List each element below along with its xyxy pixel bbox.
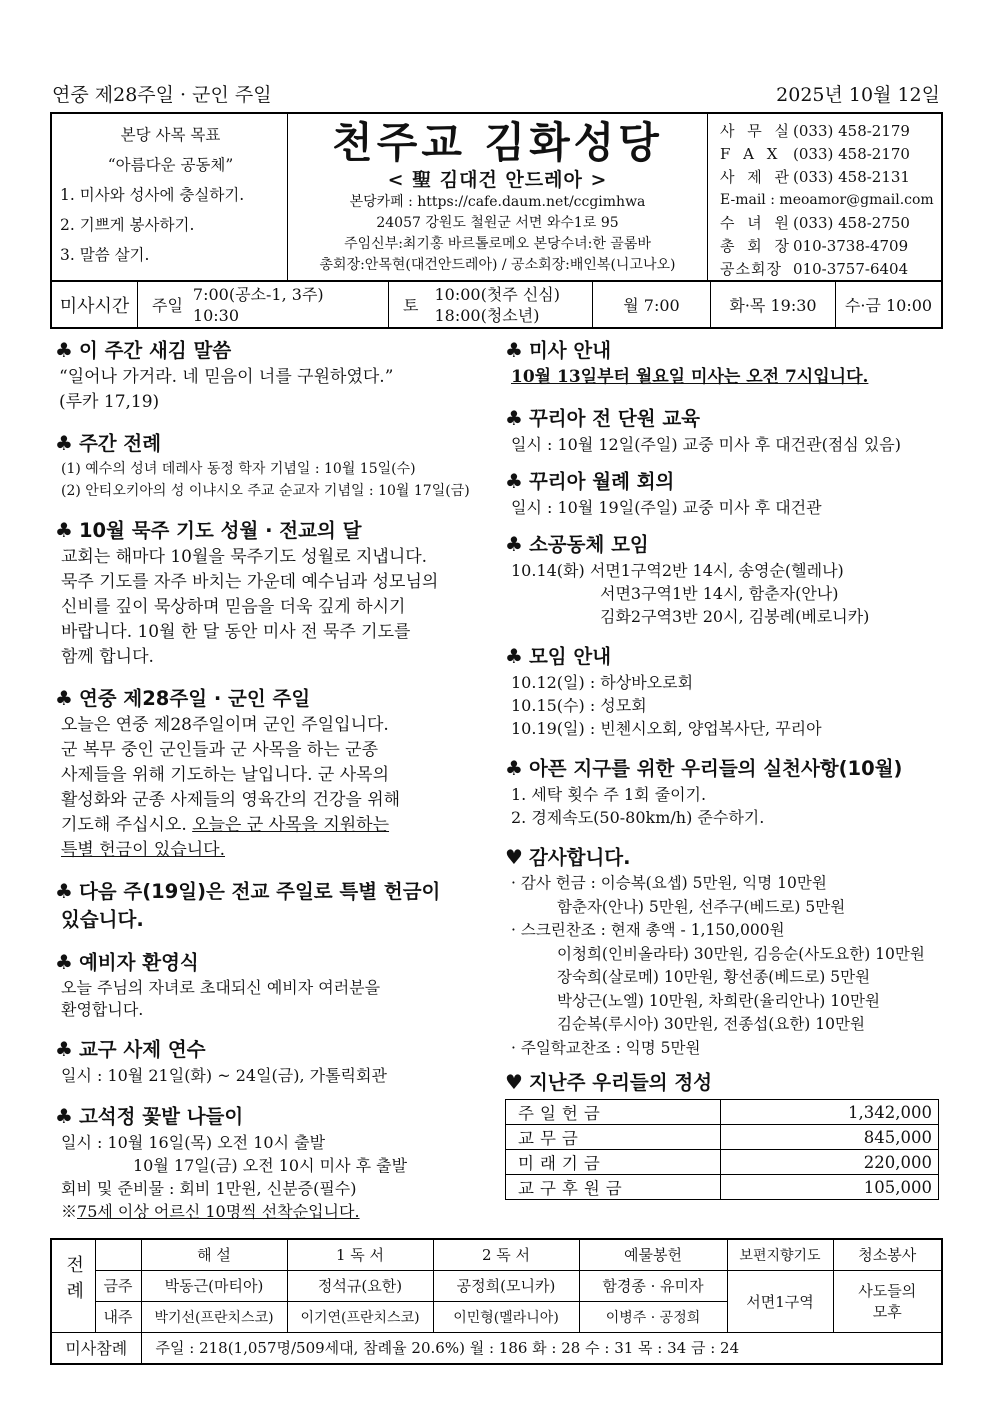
small-community: ♣ 소공동체 모임 10.14(화) 서면1구역2반 14시, 송영순(헬레나) 서면3구역1반 14시, 함춘자(안나) 김화2구역3반 20시, 김봉례(베로니카) [505,530,940,628]
table-row: 금주 박동근(마티아) 정석규(요한) 공정희(모니카) 함경종 · 유미자 서면1구역 사도들의 모후 [51,1270,942,1301]
table-row: 내주 박기선(프란치스코) 이기연(프란치스코) 이민형(멜라니아) 이병주 · 공정희 [51,1301,942,1332]
mass-notice: ♣ 미사 안내 10월 13일부터 월요일 미사는 오전 7시입니다. [505,336,940,390]
curia-education: ♣ 꾸리아 전 단원 교육 일시 : 10월 12일(주일) 교중 미사 후 대건관(점심 있음) [505,404,940,457]
contact-office: 사 무 실(033) 458-2179 [720,122,910,140]
mass-wed-fri: 수·금 10:00 [844,296,933,315]
goal-motto: “아름다운 공동체” [107,156,234,174]
liturgy-label: 전례 [51,1239,95,1332]
header-box [50,112,943,282]
section-title: ♥ 감사합니다. [505,845,631,869]
section-title: ♣ 10월 묵주 기도 성월 · 전교의 달 [55,518,362,542]
last-week-offering [505,1068,940,1200]
military-sunday: ♣ 연중 제28주일 · 군인 주일 오늘은 연중 제28주일이며 군인 주일입니다. 군 복무 중인 군인들과 군 사목을 하는 군종 사제들을 위해 기도하는 날입니다. 군 사목의 활성화와 군종 사제들의 영육간의 건강을 위해 기도해 주십시오. 오늘은 군 사목을 지원하는 특별 헌금이 있습니다. [55,684,487,863]
table-row: 교무금 845,000 [506,1125,939,1150]
goal-item: 1. 미사와 성사에 충실하기. [60,186,245,204]
weekly-liturgy: ♣ 주간 전례 (1) 예수의 성녀 데레사 동정 학자 기념일 : 10월 15일(수) (2) 안티오키아의 성 이냐시오 주교 순교자 기념일 : 10월 17일(금) [55,429,487,502]
section-title: ♣ 소공동체 모임 [505,532,649,556]
mass-sunday: 주일 7:00(공소-1, 3주) 10:30 [138,282,389,327]
cafe-link[interactable]: 본당카페 : https://cafe.daum.net/ccgimhwa [349,194,646,210]
table-row: 주일헌금 1,342,000 [506,1100,939,1125]
liturgy-week: 연중 제28주일 · 군인 주일 [52,84,272,106]
table-row: 미래기금 220,000 [506,1150,939,1175]
section-title: ♣ 미사 안내 [505,338,612,362]
mass-times-bar [50,282,943,329]
club-icon: ♣ [55,1104,73,1128]
issue-date: 2025년 10월 12일 [776,84,940,106]
meeting-notice: ♣ 모임 안내 10.12(일) : 하상바오로회 10.15(수) : 성모회 10.19(일) : 빈첸시오회, 양업복사단, 꾸리아 [505,642,940,740]
contact-mission-president: 공소회장 010-3757-6404 [720,260,909,278]
mission-sunday: ♣ 다음 주(19일)은 전교 주일로 특별 헌금이 있습니다. [55,877,487,934]
section-title: ♣ 모임 안내 [505,644,612,668]
heart-icon: ♥ [505,1070,523,1094]
club-icon: ♣ [505,469,523,493]
contact-rectory: 사 제 관(033) 458-2131 [720,168,910,186]
offering-table [505,1099,939,1200]
left-column [55,336,487,1237]
club-icon: ♣ [505,644,523,668]
liturgy-roster-table [50,1238,943,1365]
contact-email[interactable]: E-mail : meoamor@gmail.com [720,192,934,208]
council-info: 총회장:안목현(대건안드레아) / 공소회장:배인복(니고나오) [319,257,676,273]
heart-icon: ♥ [505,845,523,869]
parish-goals [52,114,288,280]
earth-practice: ♣ 아픈 지구를 위한 우리들의 실천사항(10월) 1. 세탁 횟수 주 1회 줄이기. 2. 경제속도(50-80km/h) 준수하기. [505,754,940,829]
top-line [52,80,940,107]
catechumen-welcome: ♣ 예비자 환영식 오늘 주님의 자녀로 초대되신 예비자 여러분을 환영합니다. [55,948,487,1021]
contacts [708,114,941,280]
club-icon: ♣ [55,1037,73,1061]
goal-title: 본당 사목 목표 [120,126,221,144]
section-title: ♣ 연중 제28주일 · 군인 주일 [55,686,311,710]
right-column [505,336,940,1214]
contact-president: 총 회 장010-3738-4709 [720,237,909,255]
parish-address: 24057 강원도 철원군 서면 와수1로 95 [376,215,619,231]
thanks: ♥ 감사합니다. · 감사 헌금 : 이승복(요셉) 5만원, 익명 10만원 함춘자(안나) 5만원, 선주구(베드로) 5만원 · 스크린찬조 : 현재 총액 - 1,150,000원 이청희(인비올라타) 30만원, 김응순(사도요한) 10만원 장숙희(살로메) 10만원, 황선종(베드로) 5만원 박상근(노엘) 10만원, 차희란(율리안나) 10만원 김순복(루시아) 30만원, 전종섭(요한) 10만원 · 주일학교찬조 : 익명 5만원 [505,843,940,1060]
contact-fax: F A X (033) 458-2170 [720,145,910,163]
table-row: 교구후원금 105,000 [506,1175,939,1200]
club-icon: ♣ [55,338,73,362]
goal-item: 2. 기쁘게 봉사하기. [60,216,195,234]
section-title: ♣ 꾸리아 전 단원 교육 [505,406,701,430]
priest-training: ♣ 교구 사제 연수 일시 : 10월 21일(화) ~ 24일(금), 가톨릭회관 [55,1035,487,1088]
flower-outing: ♣ 고석정 꽃밭 나들이 일시 : 10월 16일(목) 오전 10시 출발 10월 17일(금) 오전 10시 미사 후 출발 회비 및 준비물 : 회비 1만원, 신분증(필수) ※75세 이상 어르신 10명씩 선착순입니다. [55,1102,487,1223]
club-icon: ♣ [55,879,73,903]
parish-identity [288,114,708,280]
club-icon: ♣ [505,532,523,556]
goal-item: 3. 말씀 살기. [60,246,150,264]
club-icon: ♣ [55,950,73,974]
club-icon: ♣ [55,518,73,542]
table-row: 전례 해 설 1 독 서 2 독 서 예물봉헌 보편지향기도 청소봉사 [51,1239,942,1270]
section-title: ♣ 주간 전례 [55,431,162,455]
rosary-month: ♣ 10월 묵주 기도 성월 · 전교의 달 교회는 해마다 10월을 묵주기도 성월로 지냅니다. 묵주 기도를 자주 바치는 가운데 예수님과 성모님의 신비를 깊이 묵상하며 믿음을 더욱 깊게 하시기 바랍니다. 10월 한 달 동안 미사 전 묵주 기도를 함께 합니다. [55,516,487,670]
club-icon: ♣ [505,338,523,362]
section-title: ♣ 고석정 꽃밭 나들이 [55,1104,244,1128]
section-title: ♣ 아픈 지구를 위한 우리들의 실천사항(10월) [505,756,903,780]
mass-saturday: 토 10:00(첫주 신심) 18:00(청소년) [389,282,593,327]
section-title: ♥ 지난주 우리들의 정성 [505,1070,713,1094]
club-icon: ♣ [55,686,73,710]
club-icon: ♣ [505,756,523,780]
section-title: ♣ 이 주간 새김 말씀 [55,338,232,362]
club-icon: ♣ [505,406,523,430]
attendance-row: 미사참례 주일 : 218(1,057명/509세대, 참례율 20.6%) 월 : 186 화 : 28 수 : 31 목 : 34 금 : 24 [51,1332,942,1364]
patron-saint: < 聖 김대건 안드레아 > [387,169,608,191]
contact-convent: 수 녀 원(033) 458-2750 [720,214,910,232]
club-icon: ♣ [55,431,73,455]
mass-monday: 월 7:00 [593,282,711,327]
section-title: ♣ 다음 주(19일)은 전교 주일로 특별 헌금이 [55,879,441,903]
section-title: ♣ 교구 사제 연수 [55,1037,206,1061]
parish-title: 천주교 김화성당 [332,118,663,167]
clergy-info: 주임신부:최기홍 바르톨로메오 본당수녀:한 골롬바 [344,236,651,252]
section-title: ♣ 꾸리아 월례 회의 [505,469,675,493]
section-title: ♣ 예비자 환영식 [55,950,199,974]
mass-tue-thu: 화·목 19:30 [711,282,836,327]
mass-label: 미사시간 [52,282,138,327]
curia-meeting: ♣ 꾸리아 월례 회의 일시 : 10월 19일(주일) 교중 미사 후 대건관 [505,467,940,520]
weekly-word: ♣ 이 주간 새김 말씀 “일어나 가거라. 네 믿음이 너를 구원하였다.” (루카 17,19) [55,336,487,415]
